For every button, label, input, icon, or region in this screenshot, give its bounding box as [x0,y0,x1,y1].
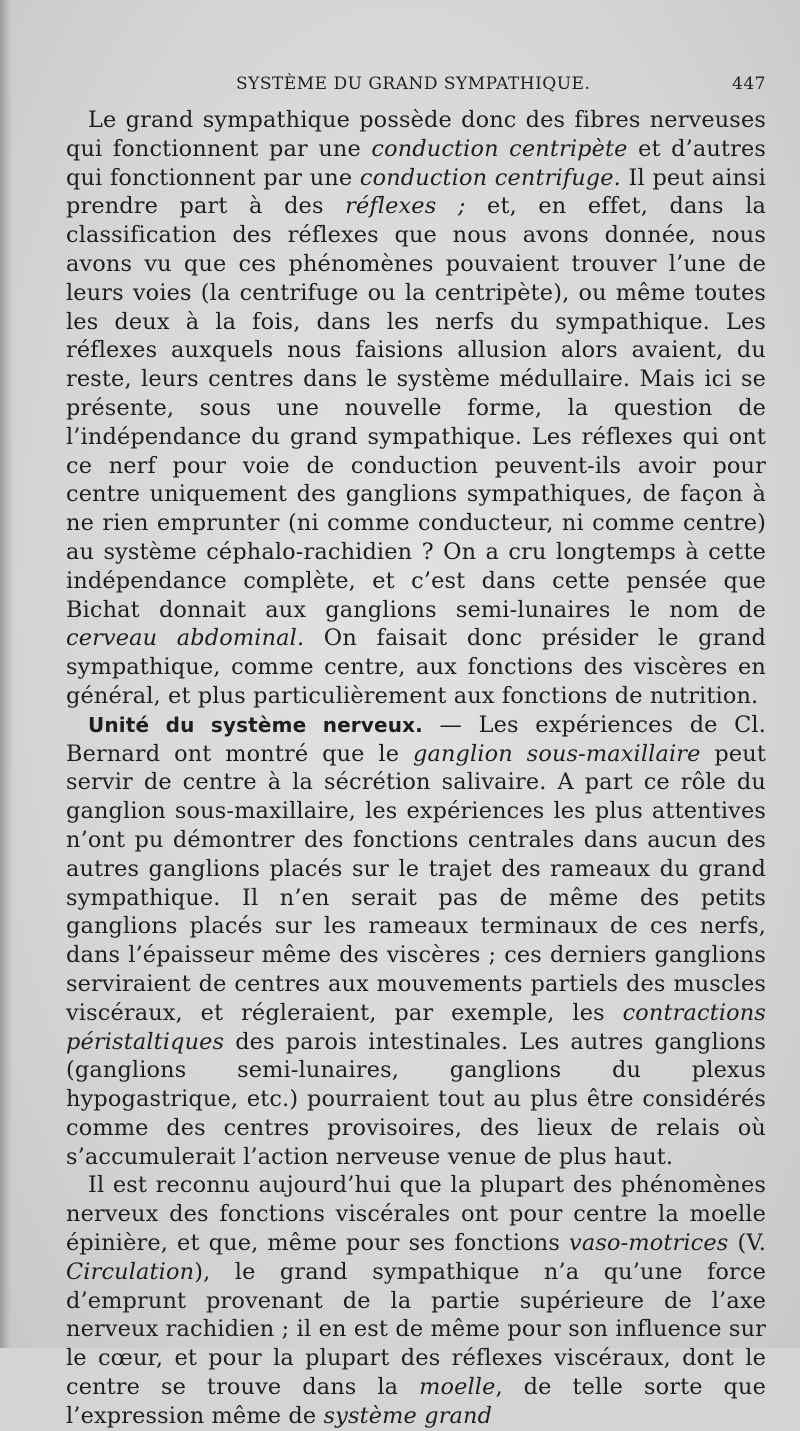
running-header [66,70,766,104]
text-run: , de telle sorte que l’expression même de [66,1374,766,1429]
body-text [66,106,766,1431]
page-number: 447 [732,74,766,94]
text-run: et, en effet, dans la classification des réflexes que nous avons donnée, nous avons vu que ces phénomènes pouvaient trouver l’une de leurs voies (la centrifuge ou la centripète), ou même toutes les deux à la fois, dans les nerfs du sympathique. Les réflexes auxquels nous faisions allusion alors avaient, du reste, leurs centres dans le système médullaire. Mais ici se présente, sous une nouvelle forme, la question de l’indépendance du grand sympathique. Les réflexes qui ont ce nerf pour voie de conduction peuvent-ils avoir pour centre uniquement des ganglions sympathiques, de façon à ne rien emprunter (ni comme conducteur, ni comme centre) au système céphalo-rachidien ? On a cru longtemps à cette indépendance complète, et c’est dans cette pensée que Bichat donnait aux ganglions semi-lunaires le nom de [66,193,766,623]
italic-phrase: vaso-motrices [569,1230,729,1257]
italic-phrase: Circulation [66,1258,195,1285]
italic-phrase: conduction centrifuge. [359,164,621,191]
italic-phrase: ganglion sous-maxillaire [412,740,701,767]
paragraph [66,106,766,711]
italic-phrase: système grand [323,1402,493,1429]
italic-phrase: cerveau abdominal. [66,625,305,652]
text-run: et d’autres qui fonctionnent par une [66,135,766,191]
text-run: Il peut ainsi prendre part à des [66,164,766,220]
text-run: On faisait donc présider le grand sympathique, comme centre, aux fonctions des viscères en général, et plus particulièrement aux fonctions de nutrition. [66,625,766,709]
italic-phrase: conduction centripète [371,135,628,162]
page-edge-shadow [0,0,14,1348]
text-run: peut servir de centre à la sécrétion salivaire. A part ce rôle du ganglion sous-maxillaire, les expériences les plus attentives n’ont pu démontrer des fonctions centrales dans aucun des autres ganglions placés sur le trajet des rameaux du grand sympathique. Il n’en serait pas de même des petits ganglions placés sur les rameaux terminaux de ces nerfs, dans l’épaisseur même des viscères ; ces derniers ganglions serviraient de centres aux mouvements partiels des muscles viscéraux, et régleraient, par exemple, les [66,740,766,1026]
paragraph [66,1171,766,1430]
italic-phrase: moelle [419,1374,496,1401]
italic-phrase: contractions péristaltiques [66,999,766,1055]
italic-phrase: réflexes ; [345,193,466,220]
text-run: — Les expériences de Cl. Bernard ont montré que le [66,711,766,767]
text-run: ), le grand sympathique n’a qu’une force d’emprunt provenant de la partie supérieure de l’axe nerveux rachidien ; il en est de même pour son influence sur le cœur, et pour la plupart des réflexes viscéraux, dont le centre se trouve dans la [66,1258,766,1401]
paragraph [66,711,766,1172]
text-run: des parois intestinales. Les autres ganglions (ganglions semi-lunaires, ganglions du plexus hypogastrique, etc.) pourraient tout au plus être considérés comme des centres provisoires, des lieux de relais où s’accumulerait l’action nerveuse venue de plus haut. [66,1028,766,1170]
text-run: Il est reconnu aujourd’hui que la plupart des phénomènes nerveux des fonctions viscérales ont pour centre la moelle épinière, et que, même pour ses fonctions [66,1172,766,1257]
section-heading: Unité du système nerveux. [88,712,423,737]
text-run: (V. [728,1230,766,1257]
text-run: Le grand sympathique possède donc des fibres nerveuses qui fonctionnent par une [66,107,766,162]
running-title: SYSTÈME DU GRAND SYMPATHIQUE. [236,74,591,94]
